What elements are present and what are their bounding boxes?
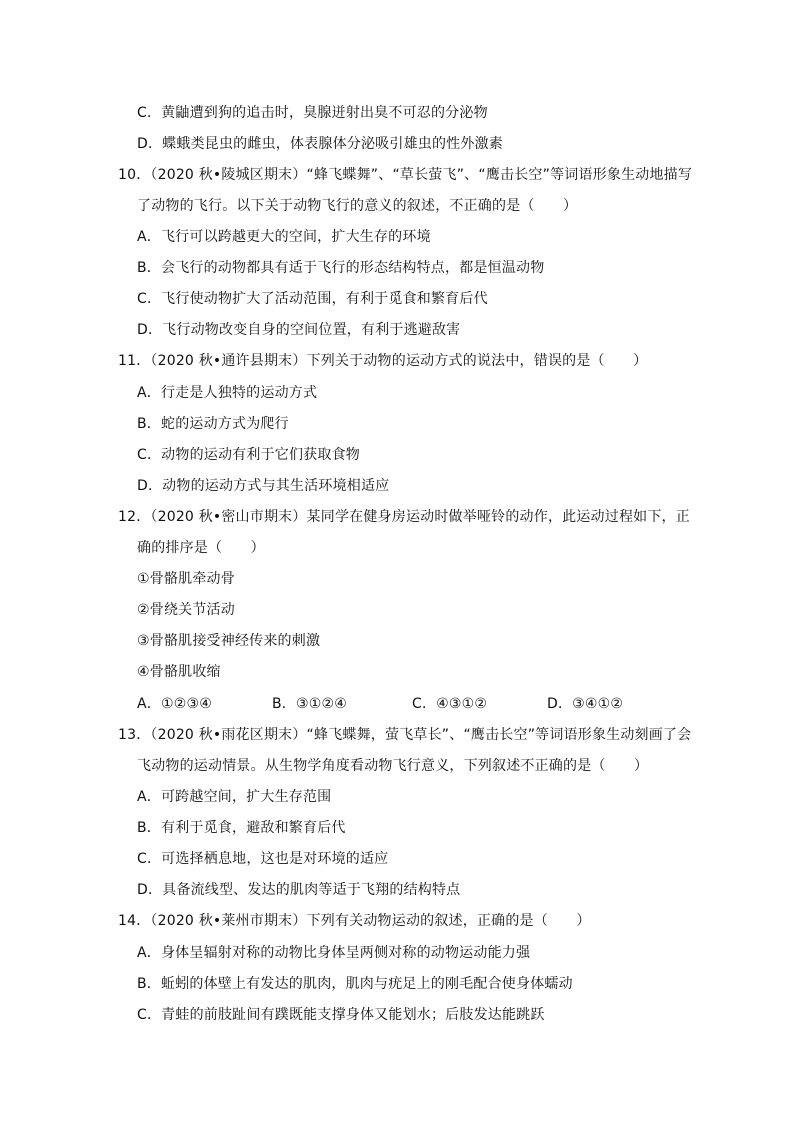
q12-option-d: D．③④①② <box>547 696 624 712</box>
q13-option-b: B．有利于觅食，避敌和繁育后代 <box>137 820 346 836</box>
q11-stem: 11．（2020 秋•通许县期末）下列关于动物的运动方式的说法中，错误的是（ ） <box>118 353 648 369</box>
q11-option-b: B．蛇的运动方式为爬行 <box>137 416 289 432</box>
q12-step-2: ②骨绕关节活动 <box>137 602 235 618</box>
q13-stem: 13．（2020 秋•雨花区期末）“蜂飞蝶舞，萤飞草长”、“鹰击长空”等词语形象生动刻画了会 <box>118 727 692 743</box>
q10-stem-cont: 了动物的飞行。以下关于动物飞行的意义的叙述，不正确的是（ ） <box>137 198 578 214</box>
q9-option-c: C．黄鼬遭到狗的追击时，臭腺迸射出臭不可忍的分泌物 <box>137 105 488 121</box>
q12-step-3: ③骨骼肌接受神经传来的刺激 <box>137 633 321 649</box>
q12-stem-cont: 确的排序是（ ） <box>137 540 265 556</box>
q11-option-c: C．动物的运动有利于它们获取食物 <box>137 447 360 463</box>
q12-step-1: ①骨骼肌牵动骨 <box>137 571 235 587</box>
q14-option-a: A．身体呈辐射对称的动物比身体呈两侧对称的动物运动能力强 <box>137 945 531 961</box>
q13-option-d: D．具备流线型、发达的肌肉等适于飞翔的结构特点 <box>137 882 461 898</box>
q12-step-4: ④骨骼肌收缩 <box>137 664 221 680</box>
q9-option-d: D．蝶蛾类昆虫的雌虫，体表腺体分泌吸引雄虫的性外激素 <box>137 136 503 152</box>
q13-option-a: A．可跨越空间，扩大生存范围 <box>137 789 332 805</box>
q10-stem: 10．（2020 秋•陵城区期末）“蜂飞蝶舞”、“草长萤飞”、“鹰击长空”等词语形象生动地描写 <box>118 167 693 183</box>
q13-option-c: C．可选择栖息地，这也是对环境的适应 <box>137 851 389 867</box>
q14-option-b: B．蚯蚓的体壁上有发达的肌肉，肌肉与疣足上的刚毛配合使身体蠕动 <box>137 976 573 992</box>
q10-option-d: D．飞行动物改变自身的空间位置，有利于逃避敌害 <box>137 322 461 338</box>
q13-stem-cont: 飞动物的运动情景。从生物学角度看动物飞行意义，下列叙述不正确的是（ ） <box>137 758 649 774</box>
q14-stem: 14．（2020 秋•莱州市期末）下列有关动物运动的叙述，正确的是（ ） <box>118 913 591 929</box>
q12-stem: 12．（2020 秋•密山市期末）某同学在健身房运动时做举哑铃的动作，此运动过程如下，正 <box>118 509 690 525</box>
q14-option-c: C．青蛙的前肢趾间有蹼既能支撑身体又能划水；后肢发达能跳跃 <box>137 1007 545 1023</box>
q12-option-c: C．④③①② <box>412 696 488 712</box>
q10-option-b: B．会飞行的动物都具有适于飞行的形态结构特点，都是恒温动物 <box>137 260 545 276</box>
q11-option-a: A．行走是人独特的运动方式 <box>137 385 318 401</box>
q10-option-c: C．飞行使动物扩大了活动范围，有利于觅食和繁育后代 <box>137 291 488 307</box>
q11-option-d: D．动物的运动方式与其生活环境相适应 <box>137 478 390 494</box>
q10-option-a: A．飞行可以跨越更大的空间，扩大生存的环境 <box>137 229 431 245</box>
q12-option-b: B．③①②④ <box>272 696 348 712</box>
q12-option-a: A．①②③④ <box>137 696 212 712</box>
